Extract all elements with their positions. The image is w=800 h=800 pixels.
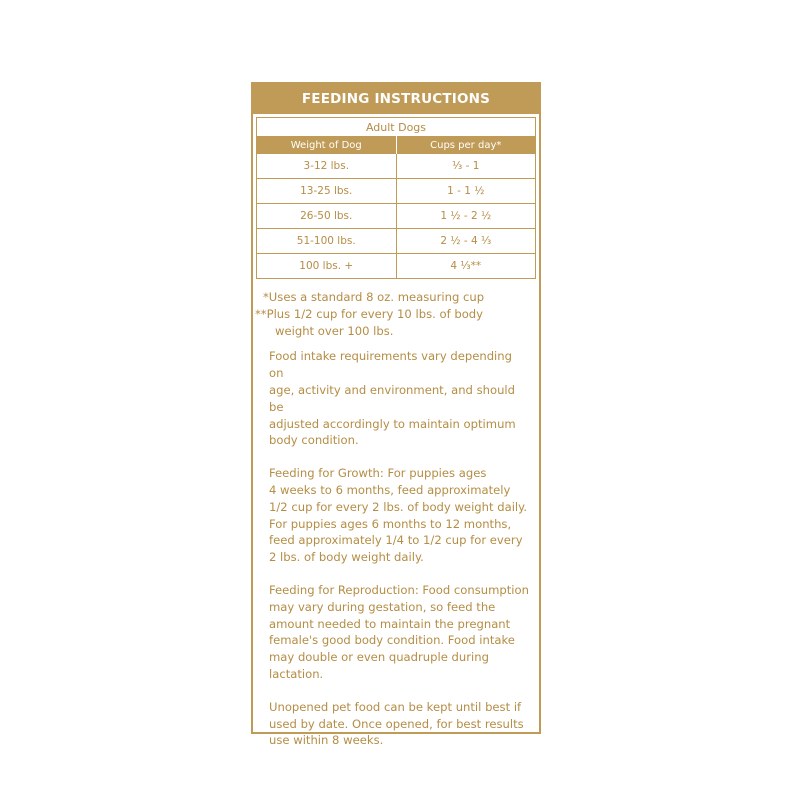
cell-cups: 1 ½ - 2 ½ — [440, 210, 492, 222]
paragraph-growth: Feeding for Growth: For puppies ages 4 weeks to 6 months, feed approximately 1/2 cup for every 2 lbs. of body weight daily. For puppies ages 6 months to 12 months, feed approximately 1/4 to 1/2 cup for every 2 lbs. of body weight daily. — [269, 466, 528, 565]
instructions-text — [253, 289, 539, 749]
table-header-row — [257, 136, 535, 154]
table-row — [257, 154, 535, 178]
cell-weight: 3-12 lbs. — [257, 154, 397, 178]
footnote-large-dogs: **Plus 1/2 cup for every 10 lbs. of body — [255, 306, 484, 321]
table-row — [257, 178, 535, 203]
cell-cups: ¹⁄₃ - 1 — [452, 160, 480, 172]
table-row — [257, 253, 535, 278]
column-header-cups: Cups per day* — [430, 139, 502, 151]
footnote-measuring-cup: *Uses a standard 8 oz. measuring cup — [263, 290, 485, 304]
cell-weight: 13-25 lbs. — [257, 179, 397, 203]
table-body — [257, 154, 535, 278]
table-row — [257, 228, 535, 253]
column-header-weight: Weight of Dog — [257, 136, 397, 154]
cell-cups: 2 ½ - 4 ¹⁄₃ — [440, 235, 492, 247]
feeding-table — [256, 117, 536, 279]
table-row — [257, 203, 535, 228]
footnote-large-dogs-continued: weight over 100 lbs. — [275, 323, 394, 338]
paragraph-reproduction: Feeding for Reproduction: Food consumption may vary during gestation, so feed the amount needed to maintain the pregnant female's good body condition. Food intake may double or even quadruple during lactation. — [269, 582, 529, 681]
cell-weight: 100 lbs. + — [257, 254, 397, 278]
paragraph-storage: Unopened pet food can be kept until best if used by date. Once opened, for best results use within 8 weeks. — [269, 699, 524, 748]
table-caption: Adult Dogs — [365, 120, 427, 134]
paragraph-intake: Food intake requirements vary depending on age, activity and environment, and should be adjusted accordingly to maintain optimum body condition. — [269, 349, 516, 448]
cell-weight: 26-50 lbs. — [257, 204, 397, 228]
cell-cups: 4 ¹⁄₃** — [450, 260, 482, 272]
feeding-instructions-panel — [251, 82, 541, 748]
cell-weight: 51-100 lbs. — [257, 229, 397, 253]
panel-title: FEEDING INSTRUCTIONS — [253, 84, 539, 117]
cell-cups: 1 - 1 ½ — [447, 185, 485, 197]
